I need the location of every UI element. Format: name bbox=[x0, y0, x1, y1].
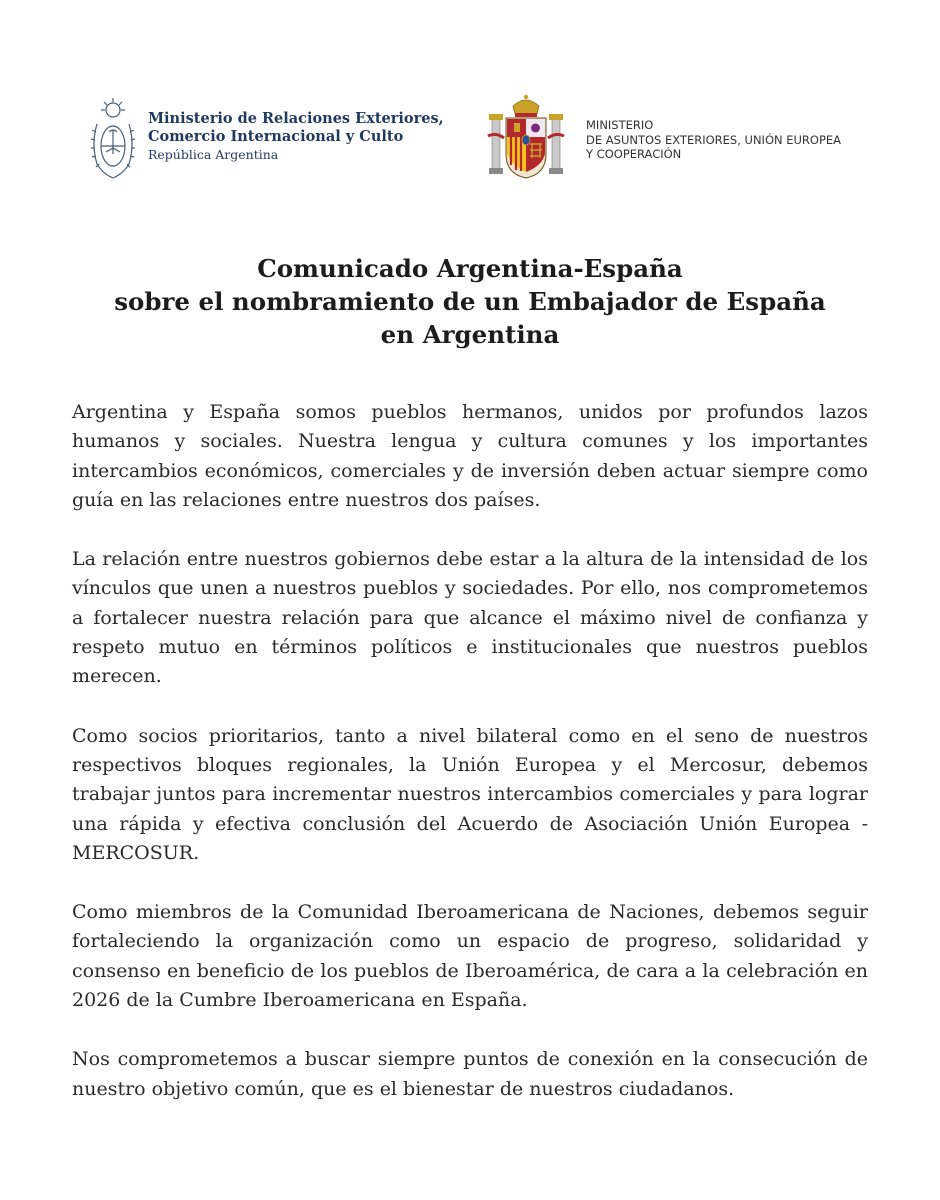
argentina-ministry-name bbox=[148, 110, 444, 164]
paragraph-2: La relación entre nuestros gobiernos debe estar a la altura de la intensidad de los vínculos que unen a nuestros pueblos y sociedades. Por ello, nos comprometemos a fortalecer nuestra relación para que alcance el máximo nivel de confianza y respeto mutuo en términos políticos e institucionales que nuestros pueblos merecen. bbox=[72, 548, 868, 688]
spain-ministry-name bbox=[586, 118, 841, 162]
argentina-ministry-line2: Comercio Internacional y Culto bbox=[148, 128, 404, 145]
spain-ministry-line2: DE ASUNTOS EXTERIORES, UNIÓN EUROPEA bbox=[586, 132, 842, 147]
page-title bbox=[0, 252, 940, 351]
letterhead bbox=[0, 88, 940, 188]
title-line1: Comunicado Argentina-España bbox=[257, 254, 683, 283]
title-line3: en Argentina bbox=[380, 320, 560, 349]
argentina-country-name: República Argentina bbox=[148, 147, 279, 162]
paragraph-4: Como miembros de la Comunidad Iberoamericana de Naciones, debemos seguir fortaleciendo la organización como un espacio de progreso, solidaridad y consenso en beneficio de los pueblos de Iberoamérica, de cara a la celebración en 2026 de la Cumbre Iberoamericana en España. bbox=[72, 901, 868, 1012]
title-line2: sobre el nombramiento de un Embajador de España bbox=[114, 287, 826, 316]
argentina-coat-of-arms-icon bbox=[88, 94, 138, 182]
statement-body bbox=[72, 398, 868, 1134]
paragraph-1: Argentina y España somos pueblos hermanos, unidos por profundos lazos humanos y sociales. Nuestra lengua y cultura comunes y los importantes intercambios económicos, comerciales y de inversión deben actuar siempre como guía en las relaciones entre nuestros dos países. bbox=[72, 401, 868, 511]
spain-ministry-line1: MINISTERIO bbox=[586, 118, 654, 132]
spain-coat-of-arms-icon bbox=[486, 92, 566, 184]
argentina-ministry-line1: Ministerio de Relaciones Exteriores, bbox=[148, 110, 444, 127]
paragraph-3: Como socios prioritarios, tanto a nivel bilateral como en el seno de nuestros respectivos bloques regionales, la Unión Europea y el Mercosur, debemos trabajar juntos para incrementar nuestros intercambios comerciales y para lograr una rápida y efectiva conclusión del Acuerdo de Asociación Unión Europea - MERCOSUR. bbox=[72, 724, 868, 864]
spain-ministry-line3: Y COOPERACIÓN bbox=[586, 147, 682, 161]
paragraph-5: Nos comprometemos a buscar siempre puntos de conexión en la consecución de nuestro objetivo común, que es el bienestar de nuestros ciudadanos. bbox=[72, 1048, 868, 1100]
